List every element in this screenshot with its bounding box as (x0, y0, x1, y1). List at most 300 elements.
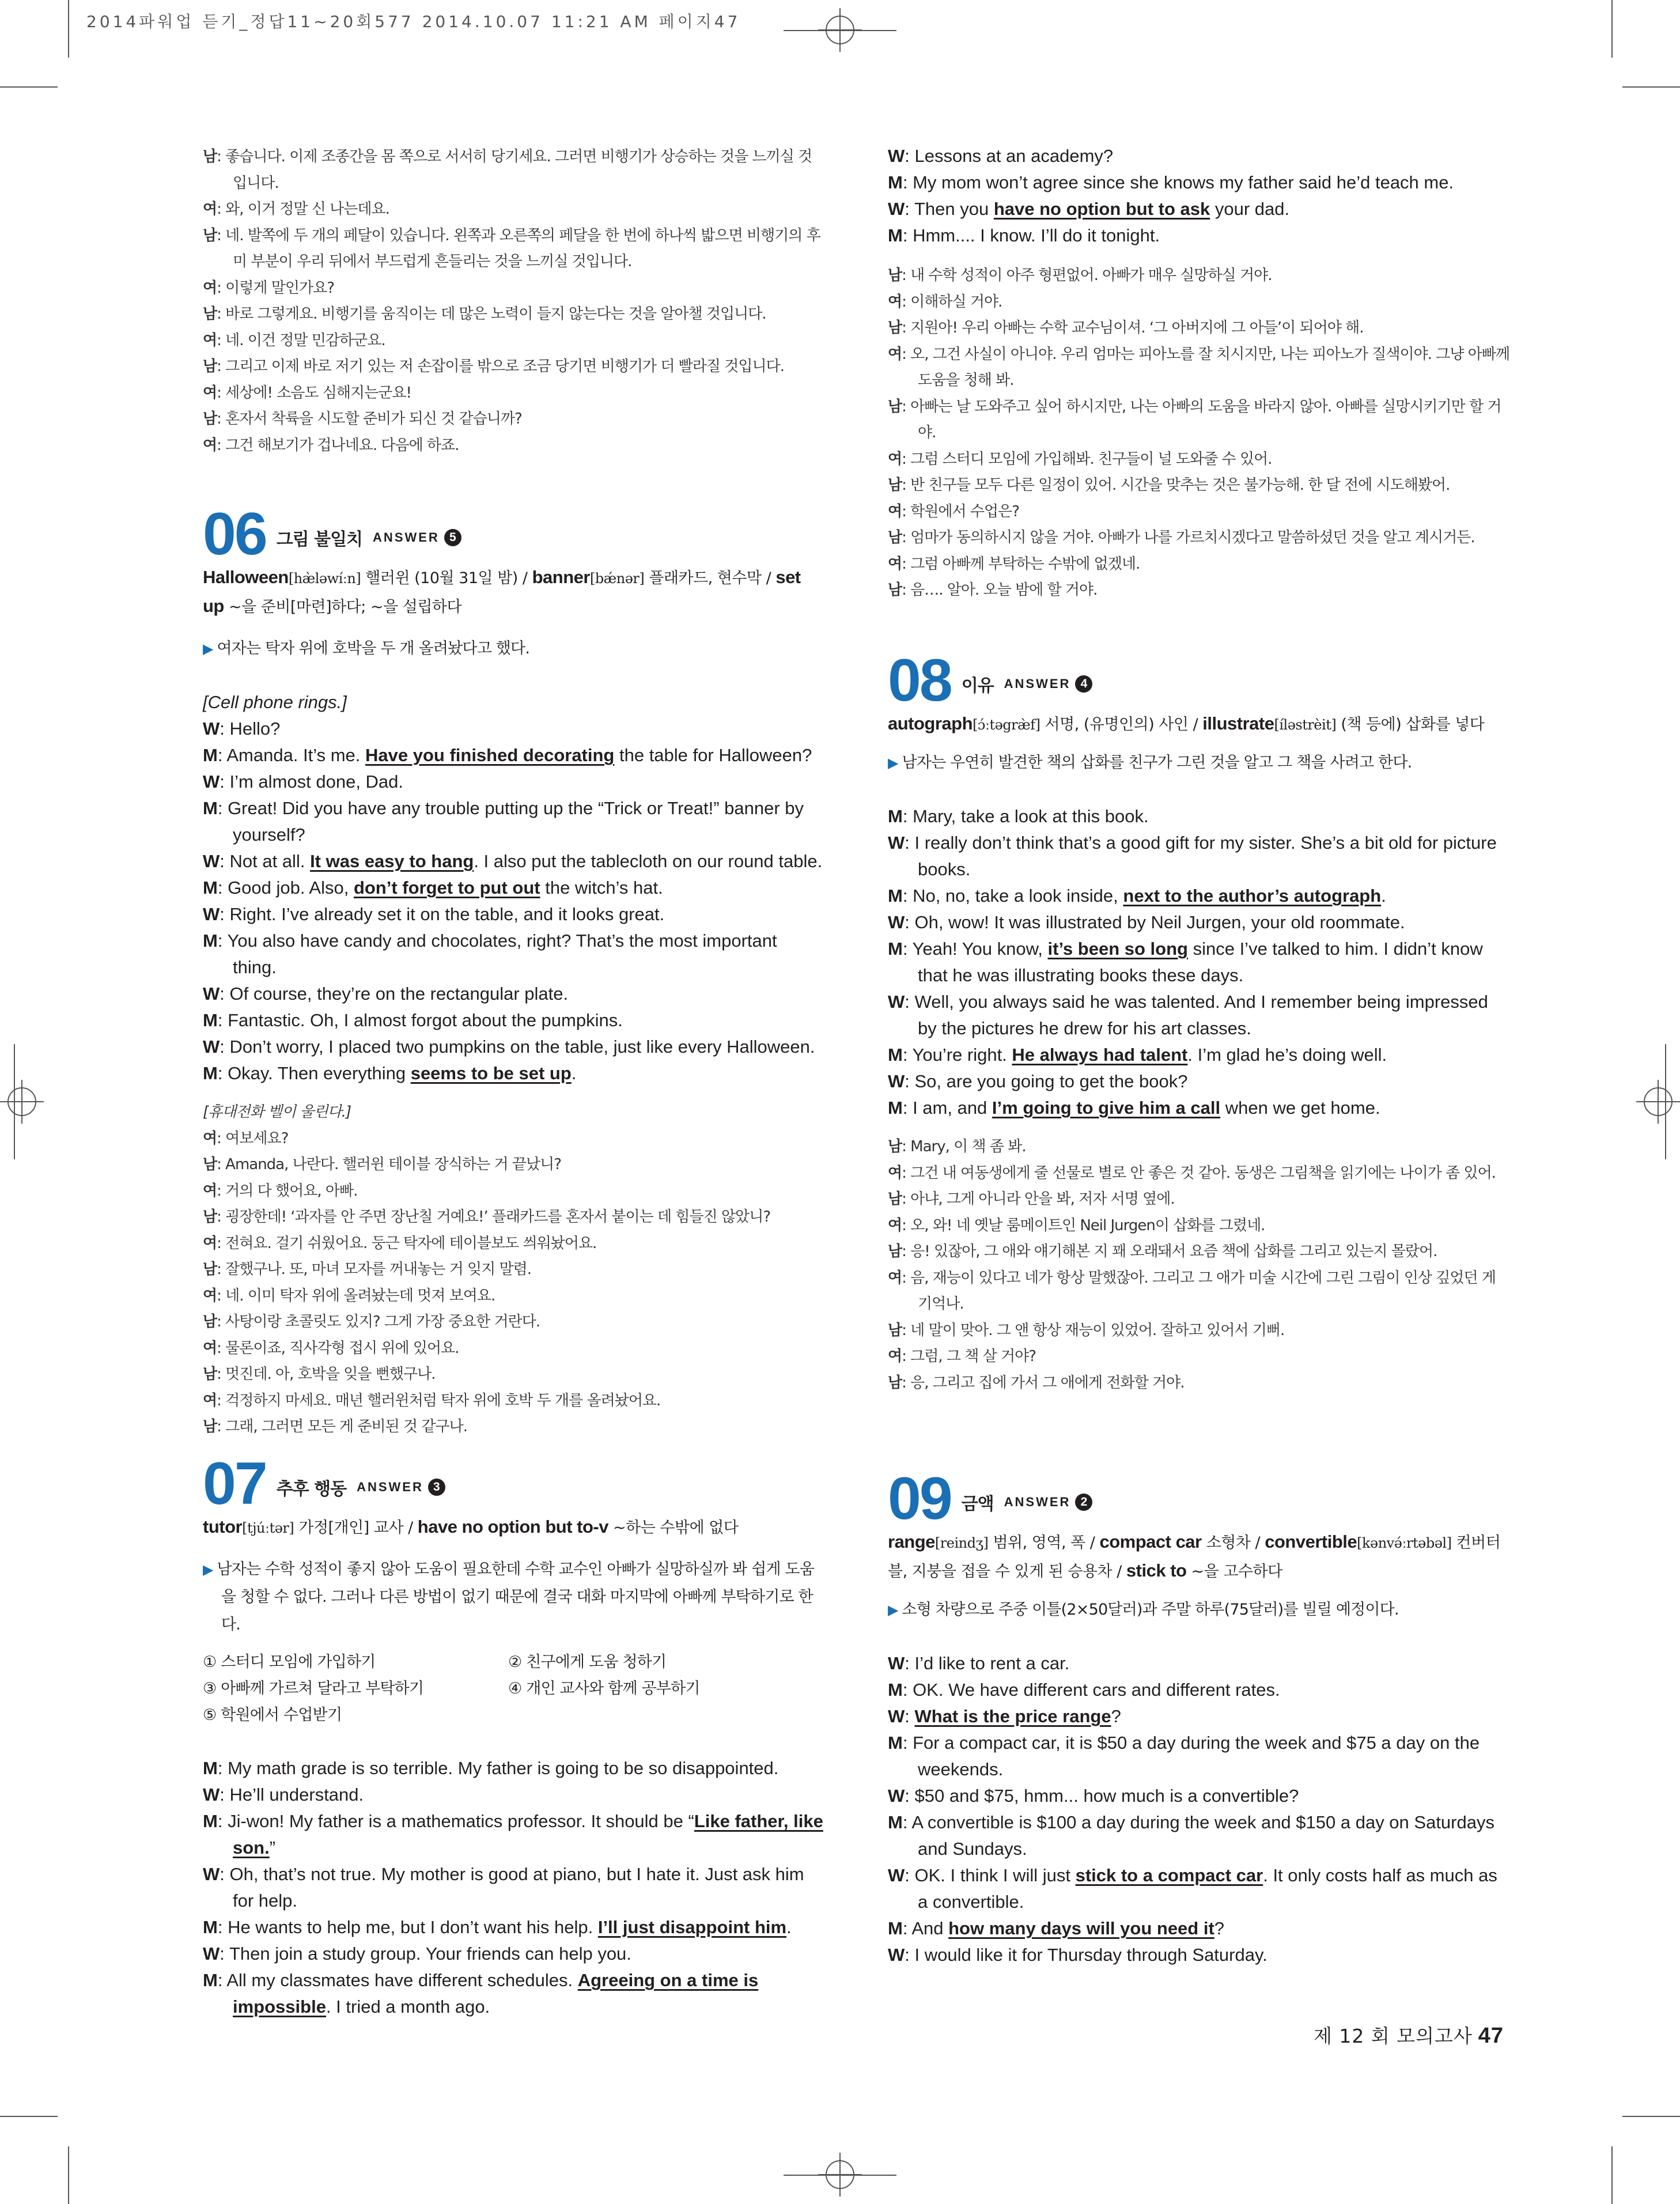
translation-line (888, 1344, 1511, 1370)
answer-label: ANSWER 4 (1004, 671, 1093, 697)
speaker-colon: : (217, 1758, 228, 1778)
utterance: ? (1111, 1706, 1121, 1726)
speaker-colon: : (902, 555, 911, 573)
dialogue-line (888, 169, 1511, 196)
speaker-colon: : (220, 719, 230, 739)
vocab-separator: / (761, 569, 776, 587)
dialogue (888, 1650, 1511, 1968)
intro-dialogue (203, 144, 825, 459)
section-08 (888, 643, 1511, 1396)
speaker-colon: : (217, 1010, 228, 1030)
speaker-colon: : (902, 1733, 913, 1753)
utterance: 그래, 그러면 모든 게 준비된 것 같구나. (225, 1418, 468, 1435)
section-header (888, 643, 1511, 714)
translation-line (203, 433, 825, 459)
section-title: 추후 행동 (276, 1479, 347, 1499)
vocab-meaning: ~을 준비[마련]하다; ~을 설립하다 (224, 598, 462, 616)
speaker-colon: : (217, 798, 228, 818)
vocab-word: convertible (1265, 1532, 1357, 1552)
section-number: 07 (203, 1450, 266, 1517)
speaker-colon: : (217, 226, 226, 244)
translation-line (203, 1414, 825, 1441)
dialogue-line (888, 143, 1511, 169)
speaker: 여 (888, 1216, 902, 1234)
answer-choice: ⑤ 학원에서 수업받기 (203, 1706, 342, 1724)
speaker-colon: : (902, 529, 911, 546)
speaker-colon: : (902, 1045, 913, 1065)
answer-badge: 3 (428, 1479, 445, 1496)
speaker: 남 (203, 410, 217, 428)
utterance: the witch’s hat. (540, 878, 663, 898)
translation-line (888, 1186, 1511, 1213)
utterance: 네. 이미 탁자 위에 올려놨는데 멋져 보여요. (225, 1287, 495, 1305)
speaker: 남 (888, 1243, 902, 1260)
utterance: You’re right. (912, 1045, 1012, 1065)
speaker-colon: : (902, 1164, 911, 1182)
utterance: . (786, 1917, 792, 1937)
speaker-colon: : (902, 806, 913, 826)
speaker: M (888, 172, 903, 192)
speaker-colon: : (217, 410, 226, 428)
dialogue-line (888, 1783, 1511, 1809)
translation-line (888, 315, 1511, 342)
vocab-word: stick to (1126, 1560, 1187, 1581)
speaker: 남 (203, 1261, 217, 1278)
triangle-bullet-icon: ▶ (203, 641, 217, 657)
section-header (203, 497, 825, 568)
utterance: For a compact car, it is $50 a day during the week and $75 a day on the weekends. (913, 1733, 1480, 1779)
speaker: 여 (888, 450, 902, 468)
utterance: ? (1214, 1918, 1225, 1938)
translation-line (203, 406, 825, 433)
utterance: Amanda, 나란다. 핼러윈 테이블 장식하는 거 끝났니? (225, 1156, 562, 1173)
utterance: . I tried a month ago. (326, 1997, 490, 2017)
dialogue-line (888, 1095, 1511, 1121)
utterance: I’m almost done, Dad. (229, 772, 404, 792)
speaker: W (888, 1786, 905, 1806)
translation-line (888, 342, 1511, 394)
vocab-word: set up (203, 567, 801, 616)
translation-line (203, 275, 825, 302)
utterance: 세상에! 소음도 심해지는군요! (225, 384, 411, 402)
speaker-colon: : (220, 851, 230, 871)
speaker-colon: : (902, 1812, 912, 1832)
translation-line (203, 328, 825, 354)
utterance: Amanda. It’s me. (226, 745, 365, 765)
triangle-bullet-icon: ▶ (203, 1562, 217, 1578)
page-footer (1314, 2021, 1504, 2048)
dialogue-line (888, 1942, 1511, 1968)
crop-mark (0, 86, 58, 88)
utterance: 물론이죠, 직사각형 접시 위에 있어요. (225, 1339, 459, 1357)
utterance: He’ll understand. (229, 1785, 364, 1805)
utterance: He wants to help me, but I don’t want his help. (228, 1917, 598, 1937)
utterance: 내 수학 성적이 아주 형편없어. 아빠가 매우 실망하실 거야. (910, 267, 1272, 284)
speaker-colon: : (217, 1129, 226, 1147)
utterance: . I’m glad he’s doing well. (1187, 1045, 1387, 1065)
speaker-colon: : (902, 450, 911, 468)
speaker: M (203, 1758, 218, 1778)
utterance: And (911, 1918, 949, 1938)
dialogue-line (203, 1914, 825, 1941)
speaker-colon: : (902, 1680, 913, 1700)
speaker-colon: : (217, 1366, 226, 1383)
utterance: 이렇게 말인가요? (225, 279, 335, 297)
speaker: 여 (203, 1234, 217, 1252)
translation-line (203, 380, 825, 407)
speaker-colon: : (905, 833, 915, 853)
translation (888, 1134, 1511, 1396)
dialogue-line (203, 1861, 825, 1914)
answer-choice: ① 스터디 모임에 가입하기 (203, 1653, 376, 1671)
speaker-colon: : (905, 1786, 915, 1806)
utterance: 지원아! 우리 아빠는 수학 교수님이셔. ‘그 아버지에 그 아들’이 되어야 해. (910, 319, 1364, 337)
speaker: 여 (203, 1392, 217, 1409)
key-point: ▶ 남자는 수학 성적이 좋지 않아 도움이 필요한데 수학 교수인 아빠가 실망하실까 봐 쉽게 도움을 청할 수 없다. 그러나 다른 방법이 없기 때문에 결국 대화 마지막에 아빠께 부탁하기로 한다. (203, 1560, 815, 1634)
speaker-colon: : (902, 1216, 911, 1234)
vocab-word: banner (532, 567, 590, 587)
dialogue-line (203, 875, 825, 901)
speaker-colon: : (217, 1234, 226, 1252)
utterance: 좋습니다. 이제 조종간을 몸 쪽으로 서서히 당기세요. 그러면 비행기가 상승하는 것을 느끼실 것입니다. (225, 148, 812, 192)
utterance: since I’ve talked to him. I didn’t know that he was illustrating books these days. (918, 939, 1483, 985)
utterance: your dad. (1210, 199, 1290, 219)
speaker: W (888, 912, 905, 932)
utterance: 전혀요. 걸기 쉬웠어요. 둥근 탁자에 테이블보도 씌워놨어요. (225, 1234, 597, 1252)
section-title: 금액 (961, 1494, 994, 1514)
speaker: 남 (203, 1418, 217, 1435)
translation-line (203, 1231, 825, 1257)
speaker-colon: : (902, 1918, 912, 1938)
triangle-bullet-icon: ▶ (888, 1602, 902, 1618)
answer-choice: ④ 개인 교사와 함께 공부하기 (508, 1680, 700, 1698)
utterance: 와, 이거 정말 신 나는데요. (225, 201, 389, 218)
dialogue-line (888, 989, 1511, 1042)
dialogue (203, 716, 825, 1087)
utterance: Lessons at an academy? (914, 146, 1114, 166)
vocab-word: autograph (888, 713, 973, 734)
utterance: 사탕이랑 초콜릿도 있지? 그게 가장 중요한 거란다. (225, 1313, 540, 1330)
speaker: M (888, 1812, 903, 1832)
speaker: 여 (888, 502, 902, 520)
speaker: 남 (203, 1366, 217, 1383)
vocab-meaning: (책 등에) 삽화를 넣다 (1336, 716, 1485, 734)
utterance: Well, you always said he was talented. And I remember being impressed by the pictures he drew for his art classes. (914, 992, 1488, 1038)
answer-badge: 5 (444, 529, 461, 546)
vocab-word: have no option but to-v (417, 1517, 608, 1537)
key-phrase: He always had talent (1012, 1045, 1188, 1065)
utterance: All my classmates have different schedules. (226, 1970, 578, 1990)
speaker: M (203, 1970, 218, 1990)
translation-line (888, 1265, 1511, 1318)
translation-line (203, 354, 825, 380)
speaker: 남 (203, 305, 217, 323)
speaker: W (203, 984, 220, 1004)
key-phrase: it’s been so long (1047, 939, 1188, 959)
utterance: 바로 그렇게요. 비행기를 움직이는 데 많은 노력이 들지 않는다는 것을 알아챌 것입니다. (225, 305, 766, 323)
crop-mark (68, 2146, 69, 2204)
section-number: 06 (203, 501, 266, 568)
utterance: Not at all. (229, 851, 311, 871)
speaker-colon: : (217, 1392, 226, 1409)
answer-label: ANSWER 2 (1004, 1489, 1093, 1515)
registration-mark-icon (818, 2153, 862, 2197)
speaker-colon: : (902, 477, 911, 494)
speaker-colon: : (217, 331, 226, 349)
speaker-colon: : (217, 148, 226, 165)
speaker: M (203, 931, 218, 951)
vocab-meaning: 컨버터블, 지붕을 접을 수 있게 된 승용차 (888, 1534, 1501, 1581)
speaker-colon: : (217, 1182, 226, 1200)
speaker: M (888, 1918, 903, 1938)
speaker-colon: : (220, 984, 230, 1004)
speaker: W (888, 992, 905, 1012)
speaker: 남 (203, 358, 217, 375)
utterance: 이해하실 거야. (910, 293, 1002, 311)
speaker: 여 (203, 1339, 217, 1357)
speaker-colon: : (220, 1037, 230, 1057)
utterance: . I also put the tablecloth on our round table. (474, 851, 823, 871)
speaker-colon: : (217, 745, 227, 765)
crop-mark (68, 0, 69, 58)
vocab-meaning: 서명, (유명인의) 사인 (1040, 716, 1189, 734)
dialogue-line (203, 1941, 825, 1967)
speaker-colon: : (217, 201, 226, 218)
vocab-meaning: 범위, 영역, 폭 (988, 1534, 1085, 1552)
utterance: Mary, 이 책 좀 봐. (910, 1138, 1026, 1155)
dialogue-line (888, 883, 1511, 909)
section-09 (888, 1461, 1511, 1968)
speaker: W (203, 1864, 220, 1884)
translation (203, 1126, 825, 1441)
translation-line (203, 1309, 825, 1336)
speaker-colon: : (902, 225, 913, 245)
speaker-colon: : (902, 1190, 911, 1208)
utterance: 여보세요? (225, 1129, 289, 1147)
dialogue-line (888, 1042, 1511, 1068)
utterance: I’d like to rent a car. (914, 1653, 1070, 1673)
print-slug: 2014파워업 듣기_정답11~20회577 2014.10.07 11:21 AM 페이지47 (86, 12, 741, 31)
translation-line (203, 301, 825, 328)
vocab-pronunciation: [tjúːtər] (242, 1520, 294, 1536)
translation-line (888, 472, 1511, 499)
speaker: M (888, 806, 903, 826)
speaker-colon: : (220, 1864, 230, 1884)
dialogue-line (203, 901, 825, 928)
speaker: M (203, 1063, 218, 1083)
speaker-colon: : (217, 1208, 226, 1226)
speaker: W (888, 146, 905, 166)
utterance: Don’t worry, I placed two pumpkins on the table, just like every Halloween. (229, 1037, 815, 1057)
speaker: 남 (203, 1313, 217, 1330)
speaker: M (203, 1917, 218, 1937)
vocabulary (888, 710, 1511, 739)
speaker: W (203, 851, 220, 871)
page-number: 47 (1478, 2024, 1504, 2048)
dialogue-line (203, 1808, 825, 1861)
speaker: M (888, 1733, 903, 1753)
translation-line (203, 1257, 825, 1283)
speaker-colon: : (217, 1917, 228, 1937)
crop-mark (0, 2116, 58, 2117)
speaker: 남 (203, 1208, 217, 1226)
speaker: 남 (888, 1190, 902, 1208)
section-header (888, 1461, 1511, 1532)
speaker: 남 (203, 226, 217, 244)
utterance: 음…. 알아. 오늘 밤에 할 거야. (910, 581, 1098, 599)
utterance: the table for Halloween? (614, 745, 812, 765)
utterance: 멋진데. 아, 호박을 잊을 뻔했구나. (225, 1366, 436, 1383)
speaker: 남 (888, 319, 902, 337)
utterance: 네. 이건 정말 민감하군요. (225, 331, 385, 349)
speaker-colon: : (902, 398, 911, 415)
translation-line (888, 1318, 1511, 1344)
translation-line (203, 1388, 825, 1415)
utterance: My mom won’t agree since she knows my father said he’d teach me. (913, 172, 1454, 192)
translation-line (888, 1370, 1511, 1397)
speaker: 남 (888, 1374, 902, 1392)
speaker: 여 (888, 1269, 902, 1287)
utterance: 굉장한데! ‘과자를 안 주면 장난칠 거예요!’ 플래카드를 혼자서 붙이는 데 힘들진 않았니? (225, 1208, 771, 1226)
speaker-colon: : (217, 1261, 226, 1278)
dialogue-line (888, 1809, 1511, 1862)
vocab-separator: / (1250, 1534, 1265, 1552)
speaker: W (888, 833, 905, 853)
utterance: 그건 내 여동생에게 줄 선물로 별로 안 좋은 것 같아. 동생은 그림책을 읽기에는 나이가 좀 있어. (910, 1164, 1496, 1182)
dialogue-line (203, 848, 825, 875)
vocab-meaning: 플래카드, 현수막 (644, 569, 762, 587)
vocab-word: Halloween (203, 567, 289, 587)
speaker: M (888, 1680, 903, 1700)
translation-line (888, 447, 1511, 473)
crop-mark (1622, 2116, 1680, 2117)
translation-line (888, 1213, 1511, 1239)
dialogue-line (203, 795, 825, 848)
speaker-colon: : (902, 319, 911, 337)
dialogue-line (888, 803, 1511, 830)
dialogue-line (203, 716, 825, 742)
utterance: Okay. Then everything (228, 1063, 411, 1083)
utterance: Oh, that’s not true. My mother is good at piano, but I hate it. Just ask him for help. (229, 1864, 804, 1911)
utterance: So, are you going to get the book? (914, 1071, 1188, 1091)
speaker-colon: : (905, 1071, 915, 1091)
speaker-colon: : (217, 1287, 226, 1305)
answer-choice: ② 친구에게 도움 청하기 (508, 1653, 667, 1671)
speaker-colon: : (905, 1865, 915, 1885)
utterance: Of course, they’re on the rectangular plate. (229, 984, 569, 1004)
utterance: 그럼 아빠께 부탁하는 수밖에 없겠네. (910, 555, 1140, 573)
speaker: W (203, 772, 220, 792)
speaker: W (888, 199, 905, 219)
section-number: 09 (888, 1465, 951, 1532)
translation-line (888, 263, 1511, 289)
utterance: 잘했구나. 또, 마녀 모자를 꺼내놓는 거 잊지 말렴. (225, 1261, 532, 1278)
speaker-colon: : (217, 1418, 226, 1435)
dialogue-line (888, 909, 1511, 936)
utterance: 네 말이 맞아. 그 앤 항상 재능이 있었어. 잘하고 있어서 기뻐. (910, 1321, 1285, 1339)
key-phrase: I’ll just disappoint him (597, 1917, 787, 1937)
speaker-colon: : (217, 1339, 226, 1357)
utterance: 혼자서 착륙을 시도할 준비가 되신 것 같습니까? (225, 410, 522, 428)
speaker-colon: : (902, 1098, 913, 1118)
speaker: M (888, 886, 903, 906)
key-point: ▶ 여자는 탁자 위에 호박을 두 개 올려놨다고 했다. (203, 640, 530, 657)
speaker-colon: : (902, 886, 913, 906)
utterance: Hello? (229, 719, 281, 739)
utterance: 응! 있잖아, 그 애와 얘기해본 지 꽤 오래돼서 요즘 책에 삽화를 그리고 있는지 몰랐어. (910, 1243, 1437, 1260)
translation-line (888, 551, 1511, 578)
utterance: 오, 그건 사실이 아니야. 우리 엄마는 피아노를 잘 치시지만, 나는 피아노가 질색이야. 그냥 아빠께 도움을 청해 봐. (910, 345, 1510, 389)
answer-choice: ③ 아빠께 가르쳐 달라고 부탁하기 (203, 1680, 424, 1698)
utterance: 학원에서 수업은? (910, 502, 1020, 520)
key-point: ▶ 소형 차량으로 주중 이틀(2×50달러)과 주말 하루(75달러)를 빌릴 예정이다. (888, 1601, 1399, 1619)
vocab-pronunciation: [kənvə́ːrtəbəl] (1357, 1535, 1452, 1551)
speaker-colon: : (905, 1706, 915, 1726)
speaker: 여 (203, 436, 217, 454)
translation-line (203, 1362, 825, 1388)
dialogue-line (888, 1862, 1511, 1915)
vocabulary (888, 1528, 1511, 1586)
utterance: 아냐, 그게 아니라 안을 봐, 저자 서명 옆에. (910, 1190, 1175, 1208)
utterance: . (1381, 886, 1386, 906)
speaker-colon: : (902, 1348, 911, 1365)
dialogue-line (888, 830, 1511, 883)
utterance: Right. I’ve already set it on the table, and it looks great. (229, 904, 665, 924)
key-phrase: Agreeing on a time is impossible (233, 1970, 759, 2017)
utterance: Ji-won! My father is a mathematics professor. It should be “ (228, 1811, 694, 1831)
dialogue-line (888, 1915, 1511, 1942)
translation-line (203, 196, 825, 223)
speaker-colon: : (217, 878, 228, 898)
utterance: . (571, 1063, 577, 1083)
translation (888, 263, 1511, 604)
speaker-colon: : (217, 436, 226, 454)
speaker: W (888, 1945, 905, 1965)
utterance: 거의 다 했어요, 아빠. (225, 1182, 358, 1200)
translation-line (888, 577, 1511, 604)
section-title: 그림 불일치 (276, 530, 363, 550)
utterance: 그리고 이제 바로 저기 있는 저 손잡이를 밖으로 조금 당기면 비행기가 더 빨라질 것입니다. (225, 358, 785, 375)
vocab-pronunciation: [ɔ́ːtəgræ̀f] (973, 717, 1040, 733)
key-phrase: stick to a compact car (1075, 1865, 1263, 1885)
dialogue-line (203, 928, 825, 981)
vocab-meaning: ~을 고수하다 (1186, 1563, 1282, 1581)
speaker: 남 (888, 477, 902, 494)
speaker-colon: : (902, 939, 913, 959)
utterance: 그럼 스터디 모임에 가입해봐. 친구들이 널 도와줄 수 있어. (910, 450, 1272, 468)
speaker: M (203, 798, 218, 818)
dialogue-line (888, 222, 1511, 249)
utterance: OK. I think I will just (914, 1865, 1076, 1885)
key-phrase: don’t forget to put out (353, 878, 540, 898)
registration-mark-icon (1636, 1080, 1680, 1124)
answer-label: ANSWER 5 (373, 524, 461, 551)
speaker: 여 (888, 345, 902, 363)
speaker-colon: : (902, 1269, 911, 1287)
translation-line (888, 525, 1511, 551)
speaker-colon: : (902, 1138, 911, 1155)
key-phrase: how many days will you need it (948, 1918, 1214, 1938)
translation-line (888, 1134, 1511, 1160)
speaker-colon: : (902, 1374, 911, 1392)
section-07 (203, 1446, 825, 2020)
translation-line (888, 394, 1511, 447)
vocab-meaning: 가정[개인] 교사 (294, 1519, 404, 1537)
translation-line (203, 1336, 825, 1362)
speaker-colon: : (902, 345, 911, 363)
speaker-colon: : (902, 1243, 911, 1260)
utterance: No, no, take a look inside, (913, 886, 1123, 906)
